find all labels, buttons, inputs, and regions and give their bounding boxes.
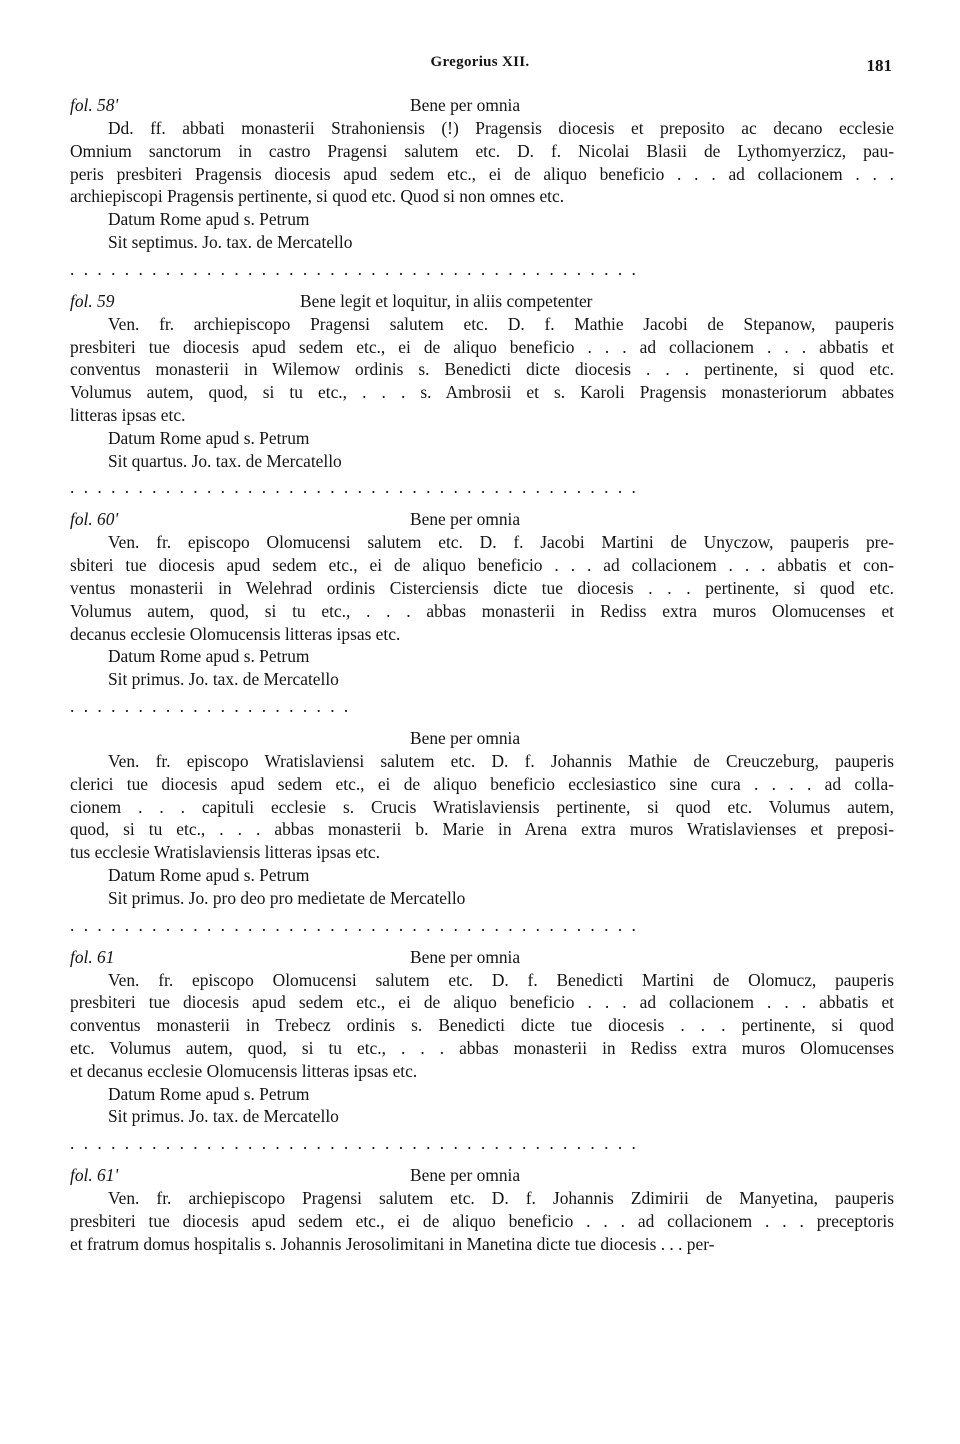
text-line: decanus ecclesie Olomucensis litteras ipsas etc. [70, 623, 401, 644]
datum-line: Datum Rome apud s. Petrum [108, 427, 310, 448]
text-line: litteras ipsas etc. [70, 404, 186, 425]
text-line: conventus monasterii in Wilemow ordinis s. Benedicti dicte diocesis . . . pertinente, si quod etc. [70, 359, 894, 380]
text-line: archiepiscopi Pragensis pertinente, si quod etc. Quod si non omnes etc. [70, 186, 565, 207]
text-line: presbiteri tue diocesis apud sedem etc., ei de aliquo beneficio . . . ad collacionem . . . preceptoris [70, 1210, 894, 1231]
signature-line: Sit primus. Jo. pro deo pro medietate de Mercatello [108, 887, 466, 908]
text-line: presbiteri tue diocesis apud sedem etc., ei de aliquo beneficio . . . ad collacionem . . . abbatis et [70, 336, 894, 357]
entry-heading [70, 1164, 894, 1187]
text-line: clerici tue diocesis apud sedem etc., ei de aliquo beneficio ecclesiastico sine cura . . . . ad colla- [70, 773, 894, 794]
entry-heading [70, 727, 894, 750]
datum-line: Datum Rome apud s. Petrum [108, 646, 310, 667]
text-line: Ven. fr. archiepiscopo Pragensi salutem etc. D. f. Johannis Zdimirii de Manyetina, pauperis [108, 1188, 894, 1209]
examination-rating: Bene per omnia [410, 95, 521, 115]
text-line: peris presbiteri Pragensis diocesis apud sedem etc., ei de aliquo beneficio . . . ad collacionem . . . [70, 163, 894, 184]
text-line: tus ecclesie Wratislaviensis litteras ipsas etc. [70, 842, 380, 863]
folio-reference: fol. 61' [70, 1165, 119, 1186]
text-line: conventus monasterii in Trebecz ordinis s. Benedicti dicte tue diocesis . . . pertinente, si quod [70, 1015, 894, 1036]
examination-rating: Bene per omnia [410, 727, 521, 748]
separator-dots: . . . . . . . . . . . . . . . . . . . . . . . . . . . . . . . . . . . . . . . . . . [70, 914, 639, 935]
signature-line: Sit quartus. Jo. tax. de Mercatello [108, 450, 342, 471]
folio-reference: fol. 61 [70, 946, 115, 967]
entry-heading [70, 508, 894, 531]
text-line: Ven. fr. episcopo Wratislaviensi salutem etc. D. f. Johannis Mathie de Creuczeburg, pauperis [108, 750, 894, 771]
page-header [0, 54, 960, 78]
separator-dots: . . . . . . . . . . . . . . . . . . . . . . . . . . . . . . . . . . . . . . . . . . [70, 477, 639, 498]
entry-heading [70, 946, 894, 969]
datum-line: Datum Rome apud s. Petrum [108, 209, 310, 230]
datum-line: Datum Rome apud s. Petrum [108, 1083, 310, 1104]
text-line: Ven. fr. episcopo Olomucensi salutem etc. D. f. Jacobi Martini de Unyczow, pauperis pre- [108, 532, 894, 553]
entry-heading [70, 290, 894, 313]
examination-rating: Bene legit et loquitur, in aliis competenter [300, 290, 593, 311]
examination-rating: Bene per omnia [410, 509, 521, 530]
page-number: 181 [866, 56, 892, 75]
text-line: Dd. ff. abbati monasterii Strahoniensis (!) Pragensis diocesis et preposito ac decano ecclesie [108, 118, 894, 138]
text-line: Volumus autem, quod, si tu etc., . . . s. Ambrosii et s. Karoli Pragensis monasteriorum abbates [70, 382, 894, 403]
text-line: Volumus autem, quod, si tu etc., . . . abbas monasterii in Rediss extra muros Olomucenses et [70, 600, 894, 621]
folio-reference: fol. 59 [70, 290, 115, 311]
register-entry [70, 946, 894, 1165]
entry-heading [70, 94, 894, 117]
folio-reference: fol. 58' [70, 95, 119, 115]
text-line: Ven. fr. archiepiscopo Pragensi salutem etc. D. f. Mathie Jacobi de Stepanow, pauperis [108, 313, 894, 334]
signature-line: Sit septimus. Jo. tax. de Mercatello [108, 231, 353, 252]
text-line: sbiteri tue diocesis apud sedem etc., ei de aliquo beneficio . . . ad collacionem . . . abbatis et con- [70, 555, 894, 576]
text-line: cionem . . . capituli ecclesie s. Crucis Wratislaviensis pertinente, si quod etc. Volumus autem, [70, 796, 894, 817]
examination-rating: Bene per omnia [410, 1165, 521, 1186]
text-line: presbiteri tue diocesis apud sedem etc., ei de aliquo beneficio . . . ad collacionem . . . abbatis et [70, 992, 894, 1013]
text-line: et decanus ecclesie Olomucensis litteras ipsas etc. [70, 1060, 418, 1081]
text-line: Ven. fr. episcopo Olomucensi salutem etc. D. f. Benedicti Martini de Olomucz, pauperis [108, 969, 894, 990]
examination-rating: Bene per omnia [410, 946, 521, 967]
text-line: etc. Volumus autem, quod, si tu etc., . . . abbas monasterii in Rediss extra muros Olomucenses [70, 1037, 894, 1058]
folio-reference: fol. 60' [70, 509, 119, 530]
text-line: quod, si tu etc., . . . abbas monasterii b. Marie in Arena extra muros Wratislavienses et preposi- [70, 819, 894, 840]
text-line: et fratrum domus hospitalis s. Johannis Jerosolimitani in Manetina dicte tue diocesis . . . per- [70, 1233, 715, 1254]
signature-line: Sit primus. Jo. tax. de Mercatello [108, 1106, 339, 1127]
register-entry [70, 727, 894, 946]
datum-line: Datum Rome apud s. Petrum [108, 864, 310, 885]
register-entry [70, 290, 894, 509]
register-entry [70, 508, 894, 727]
signature-line: Sit primus. Jo. tax. de Mercatello [108, 669, 339, 690]
register-entry [70, 94, 894, 290]
separator-dots: . . . . . . . . . . . . . . . . . . . . . [70, 695, 351, 716]
register-entry [70, 1164, 894, 1255]
separator-dots: . . . . . . . . . . . . . . . . . . . . . . . . . . . . . . . . . . . . . . . . . . [70, 258, 639, 279]
running-title: Gregorius XII. [430, 54, 530, 70]
text-line: ventus monasterii in Welehrad ordinis Cisterciensis dicte tue diocesis . . . pertinente, si quod etc. [70, 577, 894, 598]
text-line: Omnium sanctorum in castro Pragensi salutem etc. D. f. Nicolai Blasii de Lythomyerzicz, pau- [70, 140, 894, 161]
separator-dots: . . . . . . . . . . . . . . . . . . . . . . . . . . . . . . . . . . . . . . . . . . [70, 1133, 639, 1154]
document-body [70, 94, 894, 1255]
